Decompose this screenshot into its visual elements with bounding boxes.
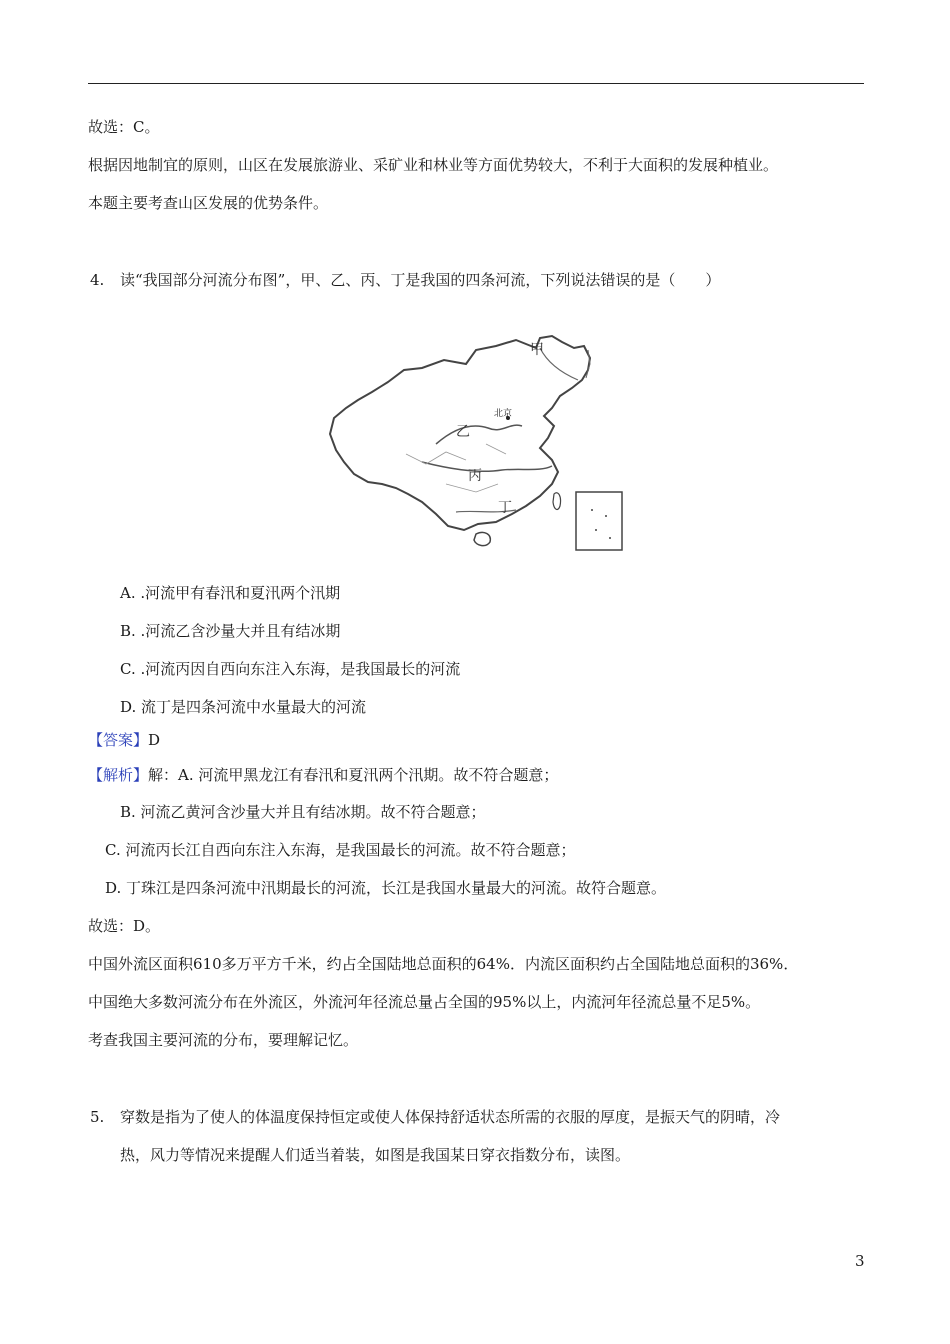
taiwan-island	[553, 493, 561, 510]
choice-line-d: 故选：D。	[88, 917, 161, 935]
map-label-ding: 丁	[498, 501, 512, 516]
inner-boundaries	[406, 444, 506, 492]
answer-value: D	[148, 731, 161, 749]
question-5-stem-2: 热，风力等情况来提醒人们适当着装，如图是我国某日穿衣指数分布，读图。	[120, 1146, 631, 1164]
river-yi	[436, 425, 522, 444]
question-5-number: 5.	[90, 1108, 105, 1126]
analysis-d: D. 丁珠江是四条河流中汛期最长的河流，长江是我国水量最大的河流。故符合题意。	[105, 879, 667, 897]
area-line-1: 中国外流区面积610多万平方千米，约占全国陆地总面积的64%．内流区面积约占全国陆地总面积的36%．	[88, 955, 799, 973]
question-5-stem-1: 穿数是指为了使人的体温度保持恒定或使人体保持舒适状态所需的衣服的厚度，是振天气的阴晴，冷	[120, 1108, 781, 1126]
option-d: D. 流丁是四条河流中水量最大的河流	[120, 698, 367, 716]
question-4-number: 4.	[90, 271, 105, 289]
map-label-yi: 乙	[456, 425, 470, 440]
option-c: C. .河流丙因自西向东注入东海，是我国最长的河流	[120, 660, 461, 678]
map-label-bing: 丙	[468, 469, 482, 484]
hainan-island	[474, 532, 490, 545]
map-label-jia: 甲	[530, 343, 544, 358]
analysis-line-a	[88, 765, 558, 785]
answer-line	[88, 730, 160, 750]
page-number: 3	[855, 1252, 865, 1270]
area-line-2: 中国绝大多数河流分布在外流区，外流河年径流总量占全国的95%以上，内流河年径流总量不足5%。	[88, 993, 761, 1011]
analysis-a: 解：A. 河流甲黑龙江有春汛和夏汛两个汛期。故不符合题意；	[148, 766, 559, 784]
header-rule	[88, 83, 864, 84]
south-sea-inset	[576, 492, 622, 550]
option-b: B. .河流乙含沙量大并且有结冰期	[120, 622, 341, 640]
river-bing	[422, 462, 552, 471]
analysis-tag: 【解析】	[88, 766, 149, 784]
summary-line: 本题主要考查山区发展的优势条件。	[88, 194, 329, 212]
answer-tag: 【答案】	[88, 731, 149, 749]
map-label-beijing: 北京	[494, 408, 513, 418]
river-jia	[540, 348, 578, 380]
choice-line: 故选：C。	[88, 118, 160, 136]
analysis-b: B. 河流乙黄河含沙量大并且有结冰期。故不符合题意；	[120, 803, 486, 821]
exam-line: 考查我国主要河流的分布，要理解记忆。	[88, 1031, 359, 1049]
explanation-line: 根据因地制宜的原则，山区在发展旅游业、采矿业和林业等方面优势较大，不利于大面积的发展种植业。	[88, 156, 779, 174]
china-rivers-map	[326, 334, 626, 559]
analysis-c: C. 河流丙长江自西向东注入东海，是我国最长的河流。故不符合题意；	[105, 841, 576, 859]
option-a: A. .河流甲有春汛和夏汛两个汛期	[120, 584, 341, 602]
question-4-stem: 读“我国部分河流分布图”，甲、乙、丙、丁是我国的四条河流，下列说法错误的是（ ）	[120, 271, 721, 289]
